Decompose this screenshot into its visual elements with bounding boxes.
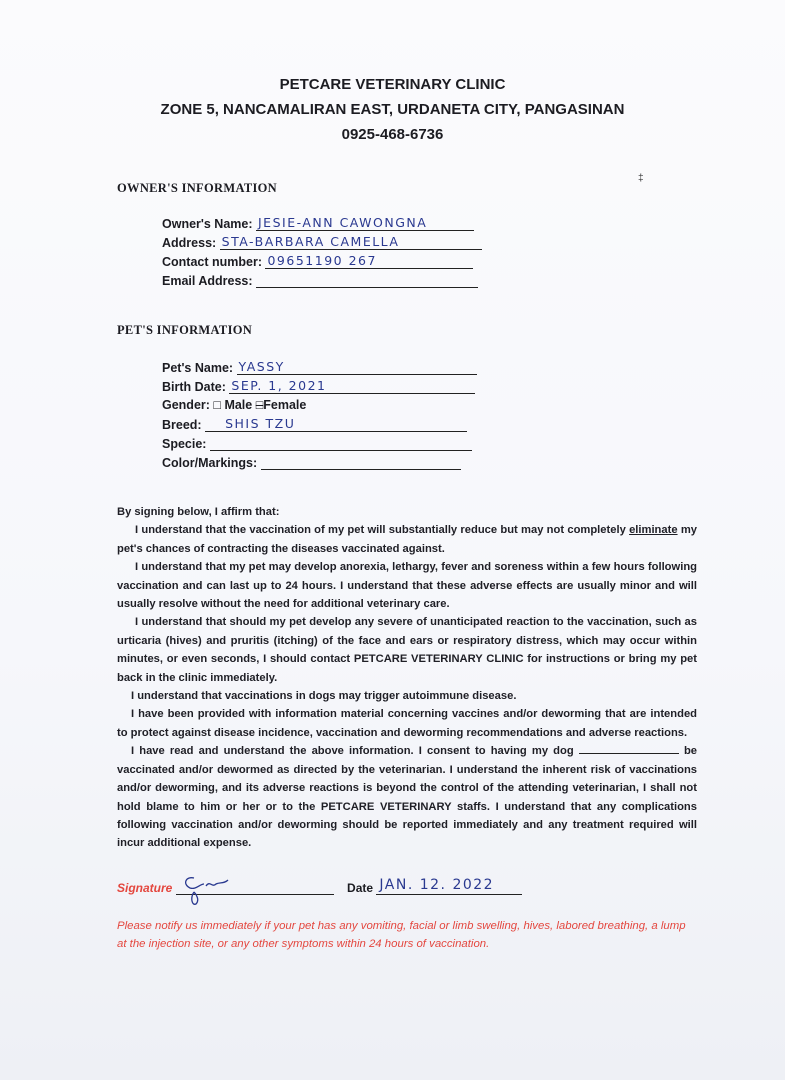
date-label: Date xyxy=(347,881,374,895)
clinic-address: ZONE 5, NANCAMALIRAN EAST, URDANETA CITY, PANGASINAN xyxy=(160,101,625,118)
clinic-name: PETCARE VETERINARY CLINIC xyxy=(279,76,506,93)
owner-email-line[interactable] xyxy=(256,273,478,288)
pet-specie-label: Specie: xyxy=(162,437,207,451)
pet-name-field xyxy=(162,360,477,375)
pet-birth-field xyxy=(162,379,475,394)
owner-address-value: STA-BARBARA CAMELLA xyxy=(221,234,400,249)
gender-male-option[interactable]: □ Male xyxy=(213,398,253,412)
owner-name-value: JESIE-ANN CAWONGNA xyxy=(258,215,428,230)
owner-email-label: Email Address: xyxy=(162,274,253,288)
owner-name-line[interactable] xyxy=(256,216,474,231)
consent-text xyxy=(117,503,697,853)
consent-intro: By signing below, I affirm that: xyxy=(117,506,280,518)
pet-gender-label: Gender: xyxy=(162,398,210,412)
signature-line[interactable] xyxy=(176,880,334,895)
consent-paragraph-3: I understand that should my pet develop any severe of unanticipated reaction to the vaccination, such as urticaria (hives) and pruritis (itching) of the face and ears or respiratory distress, which may occur within minutes, or even seconds, I should contact PETCARE VETERINARY CLINIC for instructions or bring my pet back in the clinic immediately. xyxy=(117,616,697,684)
pet-breed-field xyxy=(162,417,467,432)
signature-row xyxy=(117,877,522,895)
gender-female-checkbox[interactable]: □ xyxy=(255,398,264,412)
pet-birth-label: Birth Date: xyxy=(162,380,226,394)
signature-scribble xyxy=(180,874,250,908)
pet-section-title: PET'S INFORMATION xyxy=(117,323,253,337)
owner-address-label: Address: xyxy=(162,236,217,250)
dog-name-blank[interactable] xyxy=(579,743,679,754)
consent-p6-rest: be vaccinated and/or dewormed as directed by the veterinarian. I understand the inherent risk of vaccinations and/or deworming, and its adverse reactions is beyond the control of the attending veterinarian, I shall not hold blame to him or her or to the PETCARE VETERINARY staffs. I understand that any complications following vaccination and/or deworming should be reported immediately and any treatment required will incur additional expense. xyxy=(117,745,697,850)
consent-p6-text: I have read and understand the above information. I consent to having my dog xyxy=(131,745,574,758)
pet-breed-label: Breed: xyxy=(162,418,202,432)
owner-address-field xyxy=(162,235,482,250)
consent-p1-underlined: eliminate xyxy=(629,524,678,537)
gender-female-option[interactable]: Female xyxy=(263,398,307,412)
pet-color-field xyxy=(162,455,461,470)
consent-paragraph-1 xyxy=(117,521,697,558)
signature-label: Signature xyxy=(117,881,173,895)
consent-paragraph-6 xyxy=(117,742,697,852)
notify-note: Please notify us immediately if your pet has any vomiting, facial or limb swelling, hives, labored breathing, a lump at the injection site, or any other symptoms within 24 hours of vaccination. xyxy=(117,920,686,950)
consent-p1-text: I understand that the vaccination of my pet will substantially reduce but may not completely xyxy=(135,524,626,537)
pet-birth-value: SEP. 1, 2021 xyxy=(231,378,327,393)
consent-paragraph-5: I have been provided with information material concerning vaccines and/or deworming that are intended to protect against disease incidence, vaccination and deworming recommendations and adverse reactions. xyxy=(117,708,697,739)
owner-email-field xyxy=(162,273,478,288)
pet-specie-field xyxy=(162,436,472,451)
owner-contact-value: 09651190 267 xyxy=(267,253,377,268)
owner-section-title: OWNER'S INFORMATION xyxy=(117,181,277,195)
stray-pen-mark: ‡ xyxy=(638,173,644,184)
pet-color-label: Color/Markings: xyxy=(162,456,258,470)
owner-name-label: Owner's Name: xyxy=(162,217,253,231)
pet-specie-line[interactable] xyxy=(210,436,472,451)
pet-name-line[interactable] xyxy=(237,360,477,375)
clinic-phone: 0925-468-6736 xyxy=(341,126,444,143)
pet-birth-line[interactable] xyxy=(229,379,475,394)
date-line[interactable] xyxy=(376,877,522,895)
pet-name-value: YASSY xyxy=(238,359,285,374)
owner-contact-field xyxy=(162,254,473,269)
consent-paragraph-2: I understand that my pet may develop anorexia, lethargy, fever and soreness within a few hours following vaccination and can last up to 24 hours. I understand that these adverse effects are usually minor and will usually resolve without the need for additional veterinary care. xyxy=(117,561,697,611)
consent-paragraph-4: I understand that vaccinations in dogs may trigger autoimmune disease. xyxy=(131,690,517,703)
owner-contact-line[interactable] xyxy=(265,254,473,269)
pet-breed-line[interactable] xyxy=(205,417,467,432)
pet-gender-field xyxy=(162,398,306,412)
consent-p1-rest: my pet's chances of contracting the diseases vaccinated against. xyxy=(117,524,697,555)
pet-color-line[interactable] xyxy=(261,455,461,470)
date-value: JAN. 12. 2022 xyxy=(379,877,495,893)
pet-name-label: Pet's Name: xyxy=(162,361,234,375)
owner-contact-label: Contact number: xyxy=(162,255,262,269)
owner-address-line[interactable] xyxy=(220,235,482,250)
pet-breed-value: SHIS TZU xyxy=(225,416,296,431)
owner-name-field xyxy=(162,216,474,231)
